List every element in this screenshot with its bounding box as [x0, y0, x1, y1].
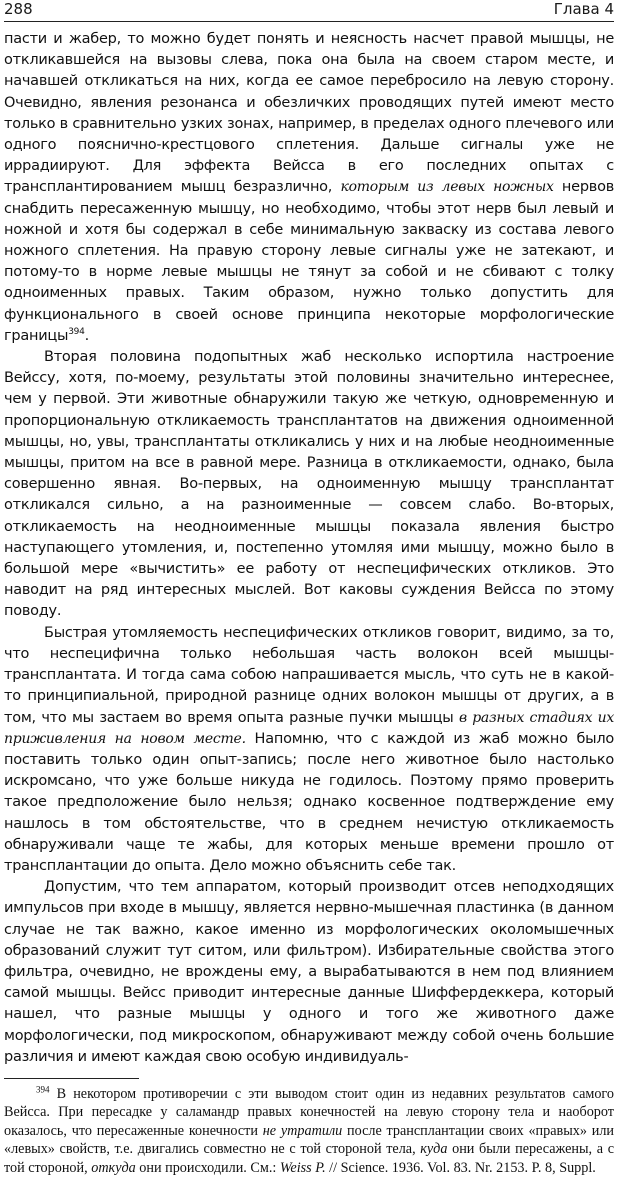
text-run: .	[84, 327, 89, 344]
italic-text: откуда	[91, 1159, 136, 1176]
text-run: В некотором противоречии с эти выводом стоит один из недавних результатов самого Вейсса. При пересадке у саламандр правых конечностей на левую сторону тела и наоборот оказалось, что пересаженные конечности	[4, 1085, 614, 1139]
text-run: нервов снабдить пересаженную мышцу, но необходимо, чтобы этот нерв был левый и ножной и хотя бы содержал в себе минимальную закваску из состава левого ножного сплетения. На правую сторону левые сигналы уже не затекают, и потому-то в норме левые мышцы не тянут за собой и не сбивают с толку одноименных правых. Таким образом, нужно только допустить для функционального в своей основе принципа некоторые морфологические границы	[4, 179, 615, 344]
italic-text: в разных стадиях их приживления на новом месте.	[4, 709, 614, 747]
italic-text: Weiss P.	[279, 1159, 326, 1176]
page-number: 288	[4, 0, 33, 18]
running-head	[4, 0, 614, 26]
text-run: Допустим, что тем аппаратом, который производит отсев неподходящих импульсов при входе в мышцу, является нервно-мышечная пластинка (в данном случае не так важно, какое именно из морфологических околомышечных образований служит тут ситом, или фильтром). Избирательные свойства этого фильтра, очевидно, не врождены ему, а вырабатываются в нем под влиянием самой мышцы. Вейсс приводит интересные данные Шиффердеккера, который нашел, что разные мышцы у одного и того же животного даже морфологически, под микроскопом, обнаруживают между собой очень большие различия и имеют каждая свою особую индивидуаль-	[4, 879, 614, 1065]
italic-text: которым из левых ножных	[340, 179, 554, 196]
italic-text: не утратили	[262, 1122, 343, 1139]
text-run: они были пересажены, а с той стороной,	[4, 1141, 614, 1176]
paragraph	[4, 29, 614, 347]
paragraph	[4, 347, 614, 623]
text-run: они происходили. См.:	[135, 1159, 280, 1176]
footnote-number: 394	[36, 1084, 50, 1095]
paragraph	[4, 623, 614, 877]
text-run: после трансплантации своих «правых» или «левых» свойств, т.е. двигались совместно не с той стороной тела,	[4, 1122, 615, 1158]
text-run: // Science. 1936. Vol. 83. Nr. 2153. P. 8, Suppl.	[325, 1159, 596, 1176]
italic-text: куда	[420, 1141, 448, 1158]
footnote-reference: 394	[68, 327, 85, 338]
footnote	[4, 1085, 614, 1177]
body-text	[4, 29, 614, 1068]
footnote-divider	[4, 1078, 139, 1079]
header-rule	[4, 21, 614, 22]
text-run: Быстрая утомляемость неспецифических откликов говорит, видимо, за то, что неспецифична только небольшая часть волокон всей мышцы-трансплантата. И тогда сама собою напрашивается мысль, что суть не в какой-то принципиальной, природной разнице одних волокон мышцы от других, а в том, что мы застаем во время опыта разные пучки мышцы	[4, 624, 614, 726]
text-run: пасти и жабер, то можно будет понять и неясность насчет правой мышцы, не откликавшейся на вызовы слева, пока она была на своем старом месте, и начавшей откликаться на них, когда ее самое перебросило на левую сторону. Очевидно, явления резонанса и обезличких проводящих путей имеют место только в сравнительно узких зонах, например, в пределах одного плечевого или одного пояснично-крестцового сплетения. Дальше сигналы уже не иррадиируют. Для эффекта Вейсса в его последних опытах с трансплантированием мышц безразлично,	[4, 31, 614, 196]
text-run: Вторая половина подопытных жаб несколько испортила настроение Вейссу, хотя, по-моему, результаты этой половины значительно интереснее, чем у первой. Эти животные обнаружили такую же четкую, одновременную и пропорциональную откликаемость трансплантатов на движения одноименной мышцы, но, увы, трансплантаты откликались у них и на любые неодноименные мышцы, притом на все в равной мере. Разница в откликаемости, однако, была совершенно явная. Во-первых, на одноименную мышцу трансплантат откликался сильно, а на разноименные — совсем слабо. Во-вторых, откликаемость на неодноименные мышцы показала явления быстро наступающего утомления, и, постепенно утомляя ими мышцу, можно было в большой мере «вычистить» ее работу от неспецифических откликов. Это наводит на ряд интересных мыслей. Вот каковы суждения Вейсса по этому поводу.	[4, 349, 614, 620]
paragraph	[4, 877, 614, 1068]
chapter-title: Глава 4	[553, 0, 614, 18]
text-run: Напомню, что с каждой из жаб можно было поставить только один опыт-запись; после него животное было настолько искромсано, что уже больше никуда не годилось. Поэтому прямо проверить такое предположение было нельзя; однако косвенное подтверждение ему нашлось в том обстоятельстве, что в среднем нечистую откликаемость обнаруживали чаще те жабы, для которых меньше времени прошло от трансплантации до опыта. Дело можно объяснить себе так.	[4, 730, 614, 874]
